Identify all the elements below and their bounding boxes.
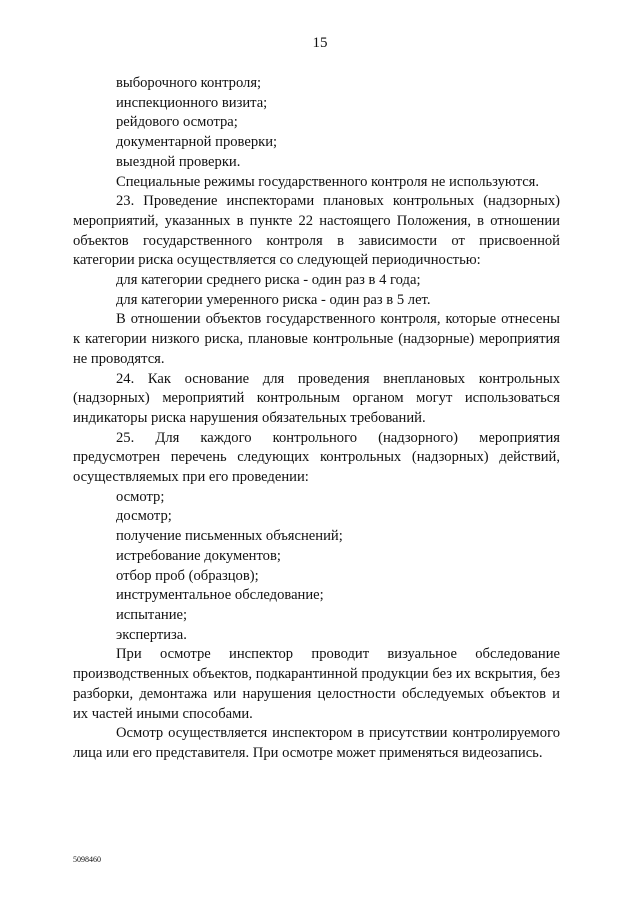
- list-item: инструментальное обследование;: [116, 587, 324, 604]
- list-item: получение письменных объяснений;: [116, 528, 343, 545]
- list-item: испытание;: [116, 606, 188, 623]
- list-item: для категории среднего риска - один раз в 4 года;: [116, 272, 421, 289]
- paragraph-24: 24. Как основание для проведения внеплановых контрольных (надзорных) мероприятий контрольным органом могут использоваться индикаторы риска нарушения обязательных требований.: [73, 370, 560, 426]
- paragraph-inspection: При осмотре инспектор проводит визуальное обследование производственных объектов, подкарантинной продукции без их вскрытия, без разборки, демонтажа или нарушения целостности обследуемых объектов и их частей иными способами.: [73, 646, 560, 722]
- list-item: рейдового осмотра;: [116, 114, 238, 131]
- paragraph-23: 23. Проведение инспекторами плановых контрольных (надзорных) мероприятий, указанных в пункте 22 настоящего Положения, в отношении объектов государственного контроля в зависимости от присвоенной категории риска осуществляется со следующей периодичностью:: [73, 193, 560, 269]
- list-item: отбор проб (образцов);: [116, 567, 259, 584]
- list-item: экспертиза.: [116, 626, 187, 643]
- paragraph-video: Осмотр осуществляется инспектором в присутствии контролируемого лица или его представителя. При осмотре может применяться видеозапись.: [73, 725, 560, 761]
- paragraph-25: 25. Для каждого контрольного (надзорного) мероприятия предусмотрен перечень следующих контрольных (надзорных) действий, осуществляемых при его проведении:: [73, 429, 560, 486]
- list-item: документарной проверки;: [116, 134, 278, 151]
- paragraph-special-regimes: Специальные режимы государственного контроля не используются.: [116, 173, 540, 190]
- list-item: выборочного контроля;: [116, 75, 262, 91]
- list-item: истребование документов;: [116, 547, 281, 564]
- page-number: 15: [312, 35, 328, 51]
- list-item: инспекционного визита;: [116, 94, 268, 111]
- list-item: выездной проверки.: [116, 153, 241, 170]
- document-code: 5098460: [73, 855, 101, 864]
- paragraph-low-risk: В отношении объектов государственного контроля, которые отнесены к категории низкого риска, плановые контрольные (надзорные) мероприятия не проводятся.: [73, 311, 560, 367]
- list-item: досмотр;: [116, 508, 172, 525]
- document-body: [73, 74, 560, 764]
- list-item: для категории умеренного риска - один раз в 5 лет.: [116, 291, 431, 308]
- list-item: осмотр;: [116, 488, 165, 505]
